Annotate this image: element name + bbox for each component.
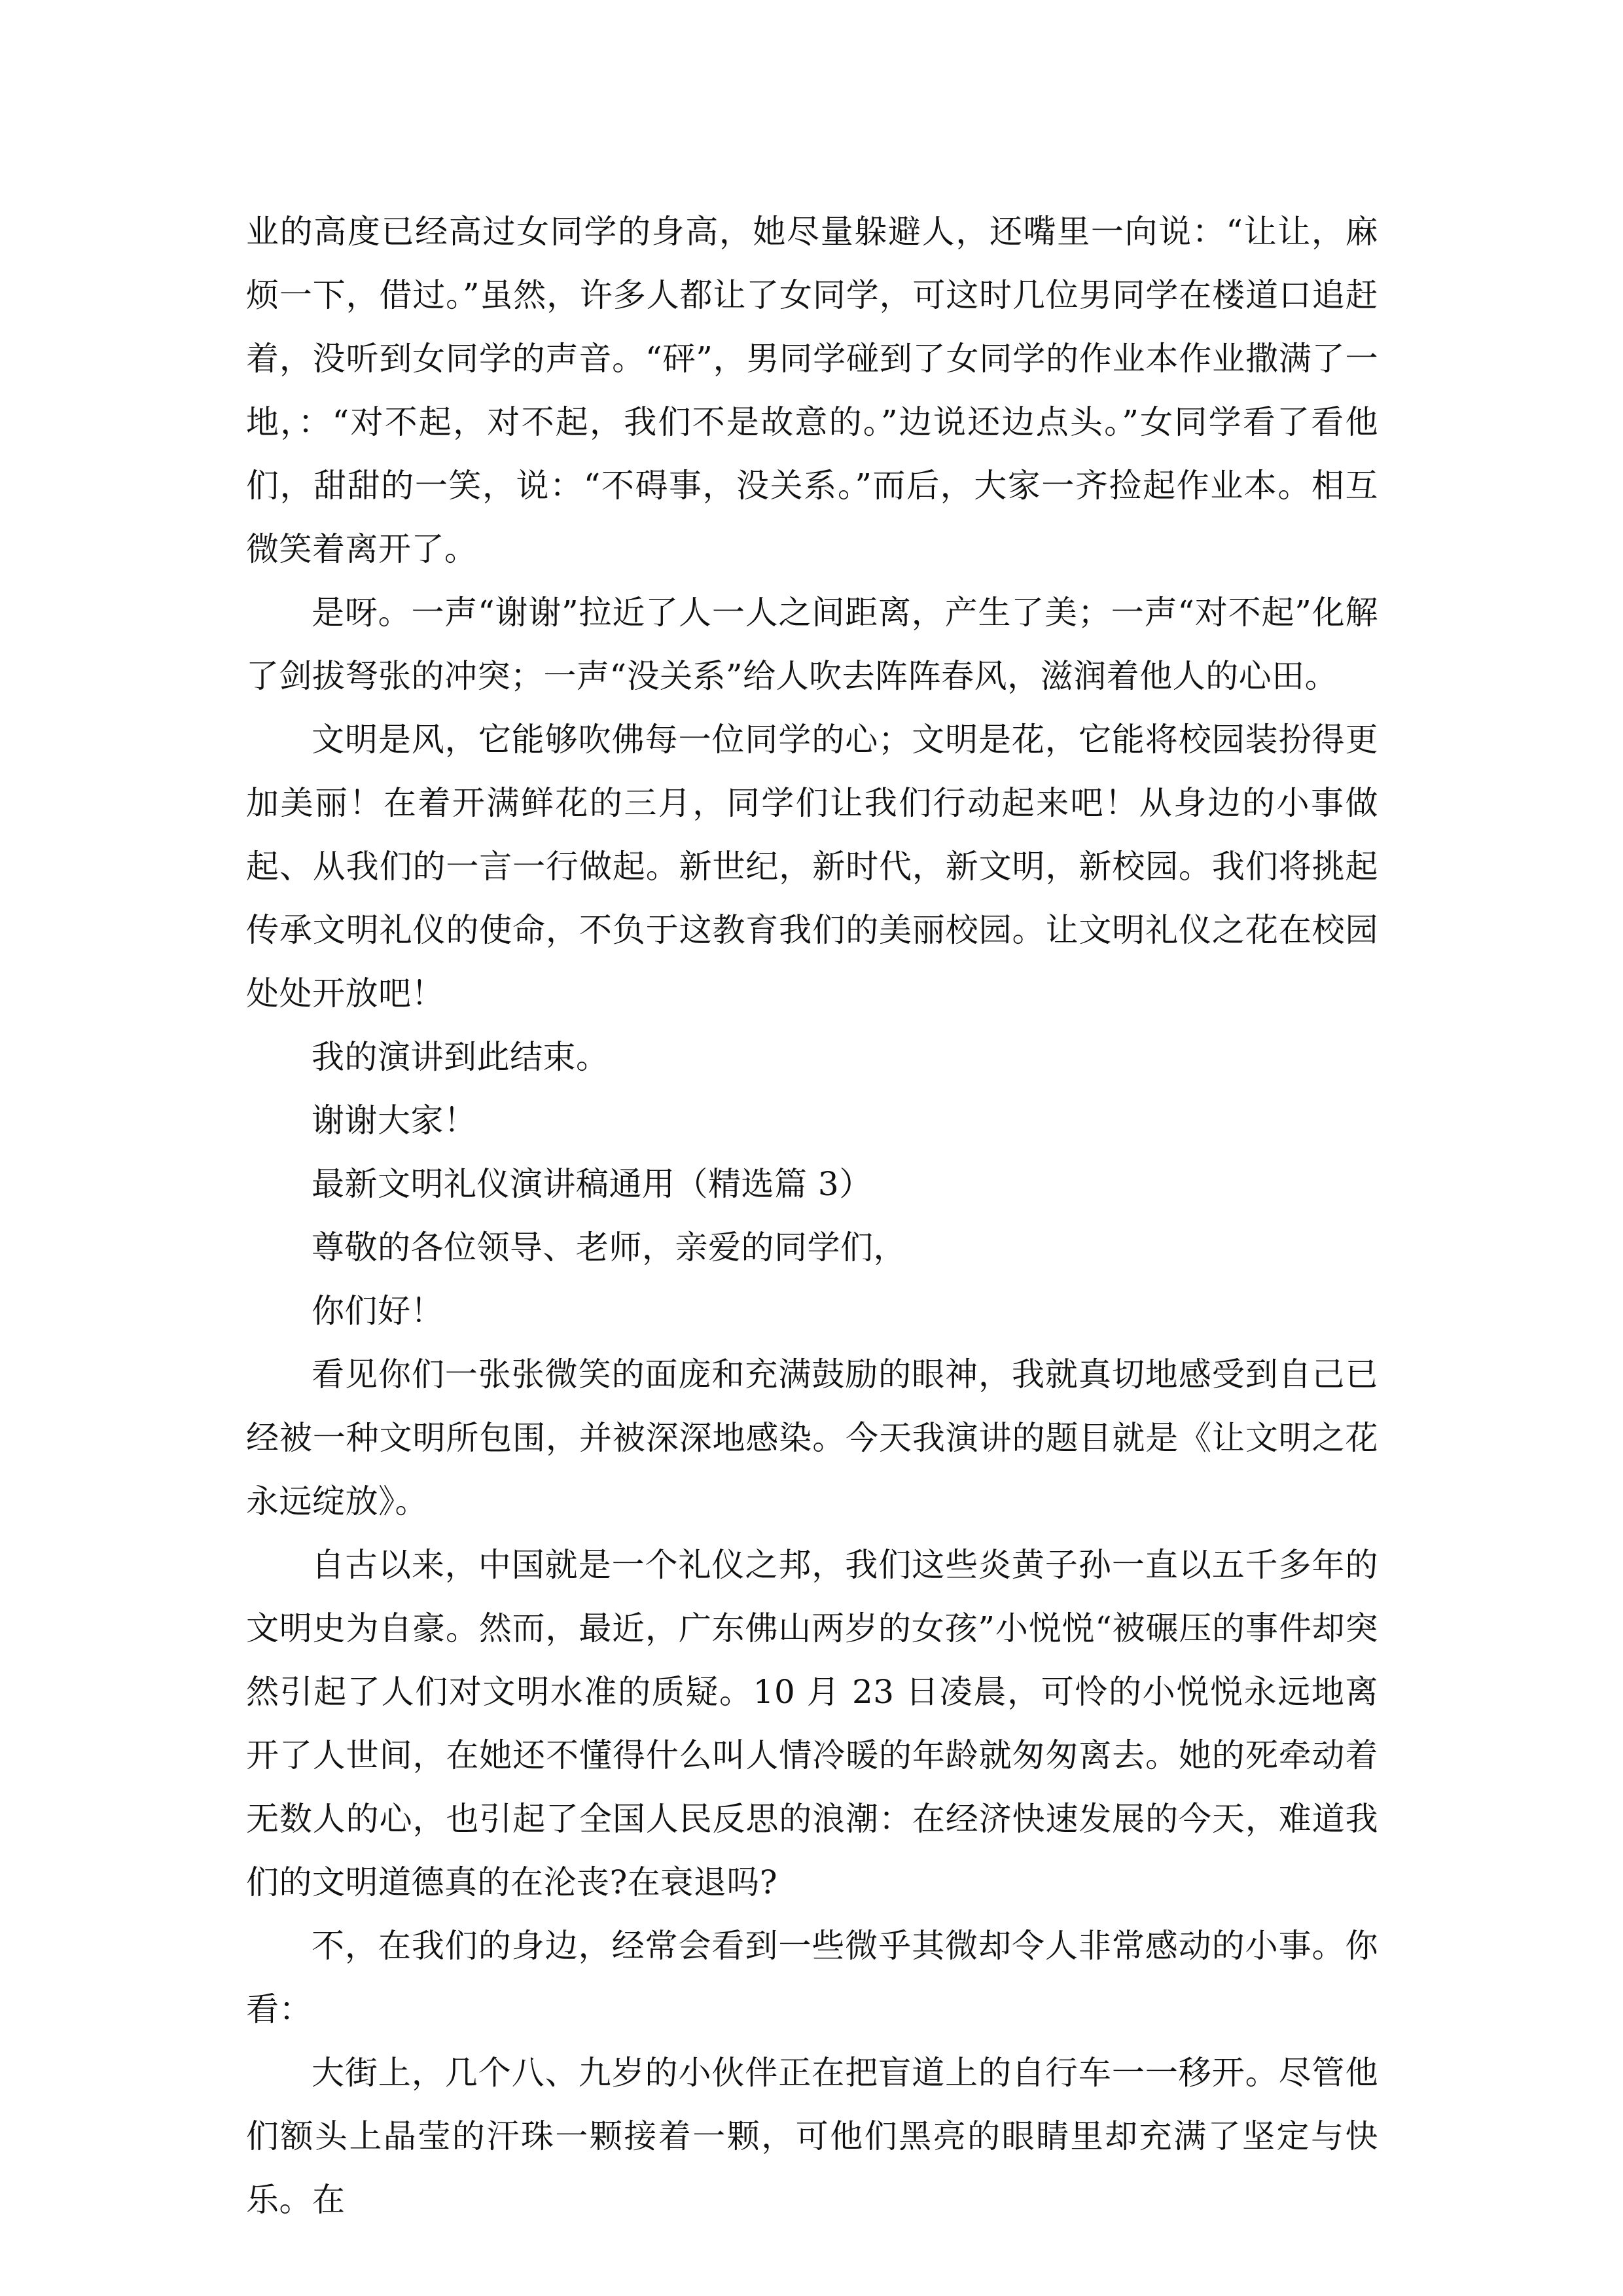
document-body bbox=[246, 200, 1378, 2232]
paragraph: 我的演讲到此结束。 bbox=[312, 1038, 609, 1076]
salutation: 尊敬的各位领导、老师，亲爱的同学们， bbox=[312, 1229, 906, 1266]
paragraph: 业的高度已经高过女同学的身高，她尽量躲避人，还嘴里一向说：“让让，麻烦一下，借过。”虽然，许多人都让了女同学，可这时几位男同学在楼道口追赶着，没听到女同学的声音。“砰”，男同学碰到了女同学的作业本作业撒满了一地，：“对不起，对不起，我们不是故意的。”边说还边点头。”女同学看了看他们，甜甜的一笑，说：“不碍事，没关系。”而后，大家一齐捡起作业本。相互微笑着离开了。 bbox=[246, 213, 1378, 568]
paragraph: 文明是风，它能够吹佛每一位同学的心；文明是花，它能将校园装扮得更加美丽！在着开满鲜花的三月，同学们让我们行动起来吧！从身边的小事做起、从我们的一言一行做起。新世纪，新时代，新文明，新校园。我们将挑起传承文明礼仪的使命，不负于这教育我们的美丽校园。让文明礼仪之花在校园处处开放吧！ bbox=[246, 721, 1378, 1013]
paragraph: 自古以来，中国就是一个礼仪之邦，我们这些炎黄子孙一直以五千多年的文明史为自豪。然而，最近，广东佛山两岁的女孩”小悦悦“被碾压的事件却突然引起了人们对文明水准的质疑。10 月 23 日凌晨，可怜的小悦悦永远地离开了人世间，在她还不懂得什么叫人情冷暖的年龄就匆匆离去。她的死牵动着无数人的心，也引起了全国人民反思的浪潮：在经济快速发展的今天，难道我们的文明道德真的在沦丧?在衰退吗? bbox=[246, 1546, 1378, 1901]
paragraph: 谢谢大家！ bbox=[312, 1102, 477, 1139]
paragraph: 不，在我们的身边，经常会看到一些微乎其微却令人非常感动的小事。你看： bbox=[246, 1927, 1378, 2028]
section-heading: 最新文明礼仪演讲稿通用（精选篇 3） bbox=[312, 1165, 872, 1203]
paragraph: 是呀。一声“谢谢”拉近了人一人之间距离，产生了美；一声“对不起”化解了剑拔弩张的冲突；一声“没关系”给人吹去阵阵春风，滋润着他人的心田。 bbox=[246, 594, 1378, 695]
paragraph: 看见你们一张张微笑的面庞和充满鼓励的眼神，我就真切地感受到自己已经被一种文明所包围，并被深深地感染。今天我演讲的题目就是《让文明之花永远绽放》。 bbox=[246, 1355, 1378, 1520]
paragraph: 大街上，几个八、九岁的小伙伴正在把盲道上的自行车一一移开。尽管他们额头上晶莹的汗珠一颗接着一颗，可他们黑亮的眼睛里却充满了坚定与快乐。在 bbox=[246, 2054, 1378, 2219]
greeting: 你们好！ bbox=[312, 1292, 444, 1330]
